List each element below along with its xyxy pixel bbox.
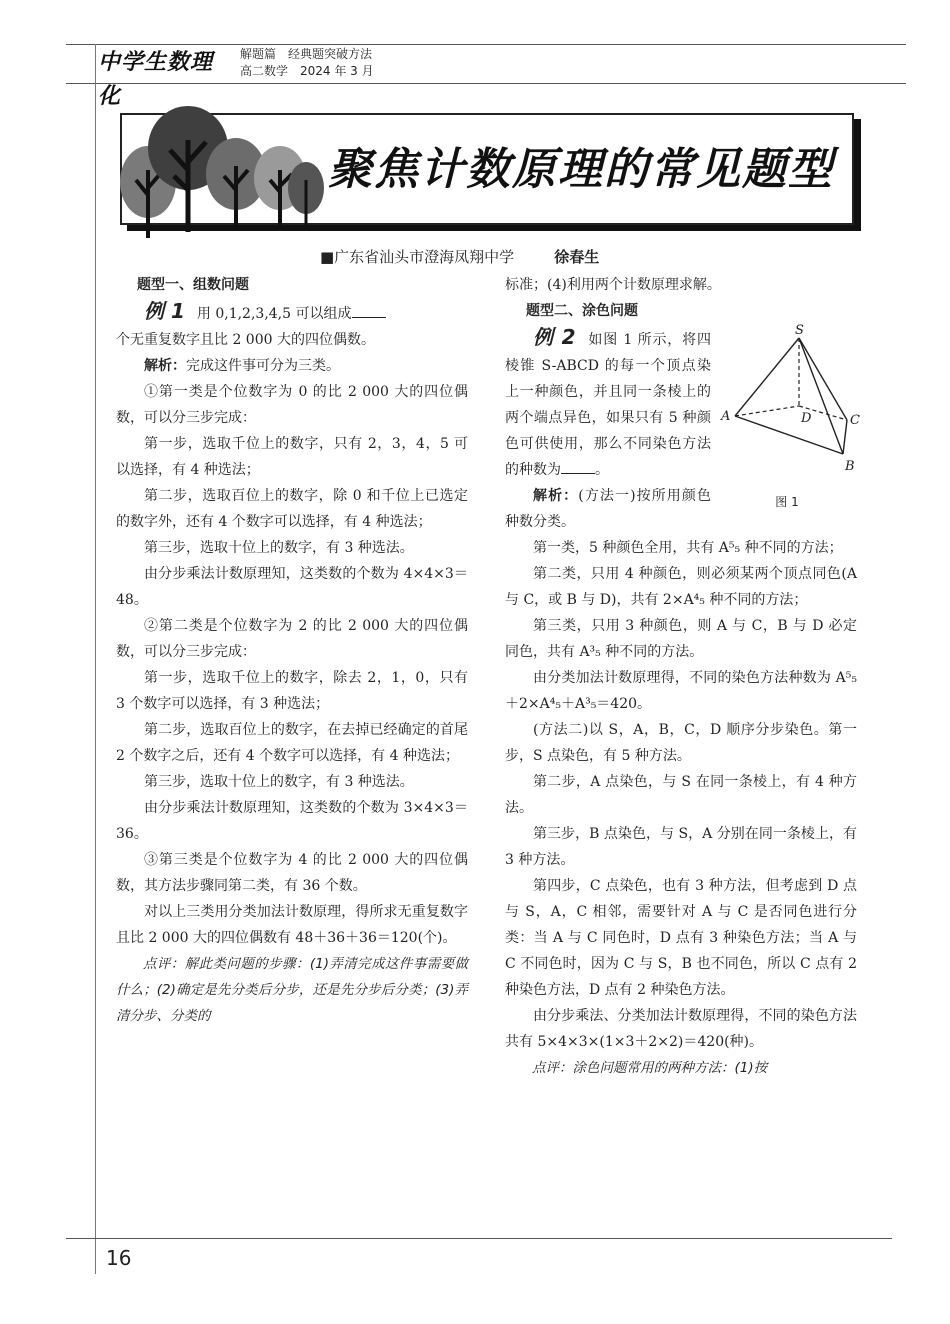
paragraph: 第一类，5 种颜色全用，共有 A⁵₅ 种不同的方法； <box>533 540 843 556</box>
edge-BC <box>843 420 847 454</box>
example-2-label: 例 2 <box>533 325 576 349</box>
magazine-brand: 中学生数理化 <box>98 50 214 109</box>
example-1-continuation: 个无重复数字且比 2 000 大的四位偶数。 <box>116 332 375 348</box>
header-line-2: 高二数学 2024 年 3 月 <box>240 64 374 78</box>
label-C: C <box>850 413 860 428</box>
pyramid-diagram <box>717 323 860 484</box>
label-D: D <box>801 411 812 426</box>
author-line <box>320 246 740 268</box>
section-heading-2: 题型二、涂色问题 <box>526 303 638 319</box>
paragraph: 由分步乘法计数原理知，这类数的个数为 4×4×3＝48。 <box>116 566 468 608</box>
page-number: 16 <box>106 1246 132 1270</box>
paragraph: 对以上三类用分类加法计数原理，得所求无重复数字且比 2 000 大的四位偶数有 48＋36＋36＝120(个)。 <box>116 904 468 946</box>
example-1 <box>116 298 468 327</box>
header-info <box>240 46 374 80</box>
label-S: S <box>795 323 804 338</box>
analysis-2-text: (方法一)按所用颜色种数分类。 <box>505 488 711 530</box>
paragraph: 第一步，选取千位上的数字，只有 2，3，4，5 可以选择，有 4 种选法； <box>116 436 468 478</box>
answer-blank <box>352 303 386 318</box>
paragraph: 第三步，选取十位上的数字，有 3 种选法。 <box>144 540 414 556</box>
paragraph: 由分步乘法、分类加法计数原理得，不同的染色方法共有 5×4×3×(1×3＋2×2)＝420(种)。 <box>505 1008 857 1050</box>
paragraph: 第二步，A 点染色，与 S 在同一条棱上，有 4 种方法。 <box>505 774 857 816</box>
edge-SA <box>735 338 799 416</box>
header-top-rule <box>66 44 906 45</box>
analysis-1-text: 完成这件事可分为三类。 <box>186 358 340 374</box>
left-column <box>116 272 468 1029</box>
paragraph: 第三步，选取十位上的数字，有 3 种选法。 <box>144 774 414 790</box>
paragraph: 第三步，B 点染色，与 S，A 分别在同一条棱上，有 3 种方法。 <box>505 826 857 868</box>
trees-illustration <box>108 100 323 240</box>
paragraph: (方法二)以 S，A，B，C，D 顺序分步染色。第一步，S 点染色，有 5 种方法。 <box>505 722 857 764</box>
example-2-tail: 。 <box>595 462 609 478</box>
article-title: 聚焦计数原理的常见题型 <box>328 144 834 195</box>
comment-1: 点评：解此类问题的步骤：(1)弄清完成这件事需要做什么；(2)确定是先分类后分步，还是先分步后分类；(3)弄清分步、分类的 <box>116 956 468 1024</box>
section-heading-1: 题型一、组数问题 <box>137 277 249 293</box>
author-affiliation: ■广东省汕头市澄海凤翔中学 <box>320 248 515 266</box>
example-1-label: 例 1 <box>144 299 185 323</box>
paragraph: 第四步，C 点染色，也有 3 种方法，但考虑到 D 点与 S，A，C 相邻，需要针对 A 与 C 是否同色进行分类：当 A 与 C 同色时，D 点有 3 种染色方法；当 A 与 C 不同色时，因为 C 与 S，B 也不同色，所以 C 点有 2 种染色方法，D 点有 2 种染色方法。 <box>505 878 857 998</box>
analysis-keyword: 解析： <box>144 358 186 374</box>
margin-rule <box>95 44 96 1274</box>
paragraph: 第二步，选取百位上的数字，除 0 和千位上已选定的数字外，还有 4 个数字可以选择，有 4 种选法； <box>116 488 468 530</box>
paragraph: 由分步乘法计数原理知，这类数的个数为 3×4×3＝36。 <box>116 800 468 842</box>
answer-blank <box>561 459 595 474</box>
analysis-1 <box>116 353 468 379</box>
paragraph: 由分类加法计数原理得，不同的染色方法种数为 A⁵₅＋2×A⁴₅＋A³₅＝420。 <box>505 670 857 712</box>
author-name: 徐春生 <box>554 248 600 266</box>
paragraph: 第二类，只用 4 种颜色，则必须某两个顶点同色(A 与 C，或 B 与 D)，共有 2×A⁴₅ 种不同的方法； <box>505 566 857 608</box>
paragraph: 第二步，选取百位上的数字，在去掉已经确定的首尾 2 个数字之后，还有 4 个数字可以选择，有 4 种选法； <box>116 722 468 764</box>
label-A: A <box>721 409 731 424</box>
figure-1 <box>717 323 860 509</box>
paragraph: ③第三类是个位数字为 4 的比 2 000 大的四位偶数，其方法步骤同第二类，有 36 个数。 <box>116 852 468 894</box>
comment-2: 点评：涂色问题常用的两种方法：(1)按 <box>532 1060 768 1076</box>
tree-5-icon <box>288 162 324 228</box>
comment-1-continuation: 标准；(4)利用两个计数原理求解。 <box>505 277 721 293</box>
edge-AD <box>735 406 799 416</box>
paragraph: 第一步，选取千位上的数字，除去 2，1，0，只有 3 个数字可以选择，有 3 种选法； <box>116 670 468 712</box>
figure-caption: 图 1 <box>775 495 799 509</box>
example-1-text: 用 0,1,2,3,4,5 可以组成 <box>196 306 352 322</box>
paragraph: 第三类，只用 3 种颜色，则 A 与 C，B 与 D 必定同色，共有 A³₅ 种不同的方法。 <box>505 618 857 660</box>
header-bottom-rule <box>66 83 906 84</box>
example-2-text: 如图 1 所示，将四棱锥 S-ABCD 的每一个顶点染上一种颜色，并且同一条棱上的两个端点异色，如果只有 5 种颜色可供使用，那么不同染色方法的种数为 <box>505 332 711 478</box>
right-column <box>505 272 860 1081</box>
paragraph: ②第二类是个位数字为 2 的比 2 000 大的四位偶数，可以分三步完成： <box>116 618 468 660</box>
analysis-keyword: 解析： <box>533 488 579 504</box>
header-line-1: 解题篇 经典题突破方法 <box>240 47 373 61</box>
edge-SB <box>799 338 843 454</box>
paragraph: ①第一类是个位数字为 0 的比 2 000 大的四位偶数，可以分三步完成： <box>116 384 468 426</box>
footer-rule <box>66 1238 892 1239</box>
label-B: B <box>845 459 855 474</box>
edge-AB <box>735 416 843 454</box>
